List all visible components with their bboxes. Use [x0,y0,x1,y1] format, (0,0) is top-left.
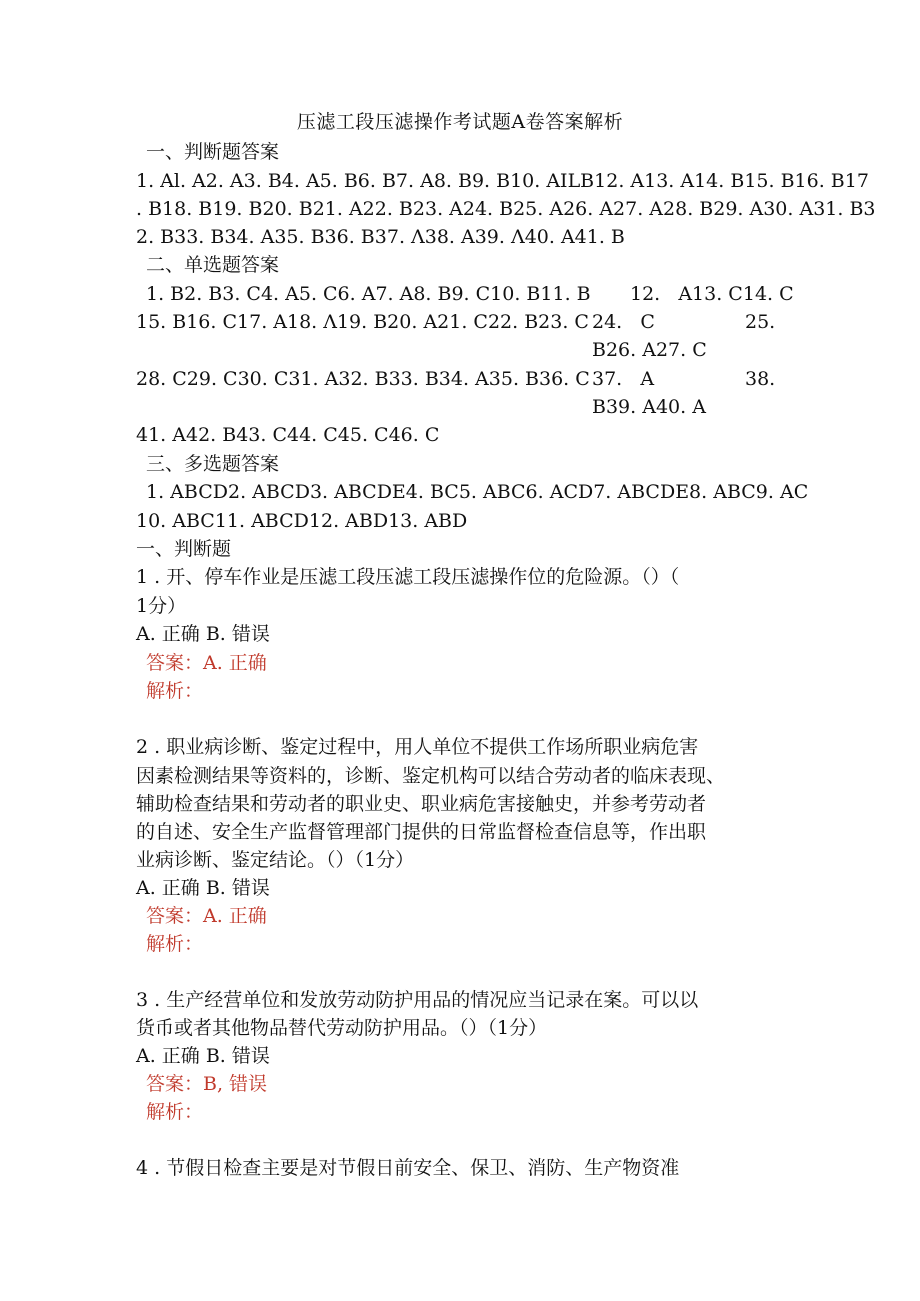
single-answers-row1-left: 1. B2. B3. C4. A5. C6. A7. A8. B9. C10. B11. B [146,283,591,305]
page-title: 压滤工段压滤操作考试题A卷答案解析 [296,111,624,133]
single-answers-row3-cont: B39. A40. A [592,396,706,418]
single-answers-row2-cont: B26. A27. C [592,339,707,361]
question-2-line-5: 业病诊断、鉴定结论。（）（1分） [136,849,415,871]
section-heading: 一、判断题 [136,538,232,560]
single-answers-row2-left: 15. B16. C17. A18. Λ19. B20. A21. C22. B23. C [136,311,589,333]
judge-answers-line-2: . B18. B19. B20. B21. A22. B23. A24. B25. A26. A27. A28. B29. A30. A31. B3 [136,198,876,220]
multi-answers-line-1: 1. ABCD2. ABCD3. ABCDE4. BC5. ABC6. ACD7. ABCDE8. ABC9. AC [146,481,809,503]
single-answers-heading: 二、单选题答案 [146,254,280,276]
multi-answers-heading: 三、多选题答案 [146,453,280,475]
question-1-analysis: 解析： [146,680,204,702]
question-2-line-1: 2 . 职业病诊断、鉴定过程中，用人单位不提供工作场所职业病危害 [136,736,699,758]
question-1-line-2: 1分） [136,595,187,617]
question-2-line-2: 因素检测结果等资料的，诊断、鉴定机构可以结合劳动者的临床表现、 [136,765,726,787]
multi-answers-line-2: 10. ABC11. ABCD12. ABD13. ABD [136,510,468,532]
single-answers-row4: 41. A42. B43. C44. C45. C46. C [136,424,440,446]
single-answers-row3-mid: 37. A [592,368,655,390]
question-1-line-1: 1 . 开、停车作业是压滤工段压滤工段压滤操作位的危险源。（）（ [136,566,680,588]
question-4-line-1: 4 . 节假日检查主要是对节假日前安全、保卫、消防、生产物资准 [136,1157,680,1179]
single-answers-row3-left: 28. C29. C30. C31. A32. B33. B34. A35. B36. C [136,368,590,390]
question-1-options: A. 正确 B. 错误 [136,623,270,645]
question-3-analysis: 解析： [146,1101,204,1123]
single-answers-row2-mid: 24. C [592,311,655,333]
judge-answers-line-1: 1. Al. A2. A3. B4. A5. B6. B7. A8. B9. B10. AILB12. A13. A14. B15. B16. B17 [136,170,869,192]
question-3-answer: 答案：B, 错误 [146,1073,268,1095]
question-2-line-3: 辅助检查结果和劳动者的职业史、职业病危害接触史，并参考劳动者 [136,793,707,815]
single-answers-row2-right: 25. [745,311,776,333]
single-answers-row1-right: 12. A13. C14. C [630,283,794,305]
question-2-analysis: 解析： [146,933,204,955]
question-1-answer: 答案：A. 正确 [146,652,267,674]
question-2-options: A. 正确 B. 错误 [136,877,270,899]
question-2-line-4: 的自述、安全生产监督管理部门提供的日常监督检查信息等，作出职 [136,821,707,843]
judge-answers-heading: 一、判断题答案 [146,141,280,163]
question-2-answer: 答案：A. 正确 [146,905,267,927]
question-3-options: A. 正确 B. 错误 [136,1045,270,1067]
single-answers-row3-right: 38. [745,368,776,390]
question-3-line-1: 3 . 生产经营单位和发放劳动防护用品的情况应当记录在案。可以以 [136,989,699,1011]
judge-answers-line-3: 2. B33. B34. A35. B36. B37. Λ38. A39. Λ40. A41. B [136,226,625,248]
question-3-line-2: 货币或者其他物品替代劳动防护用品。（）（1分） [136,1017,548,1039]
